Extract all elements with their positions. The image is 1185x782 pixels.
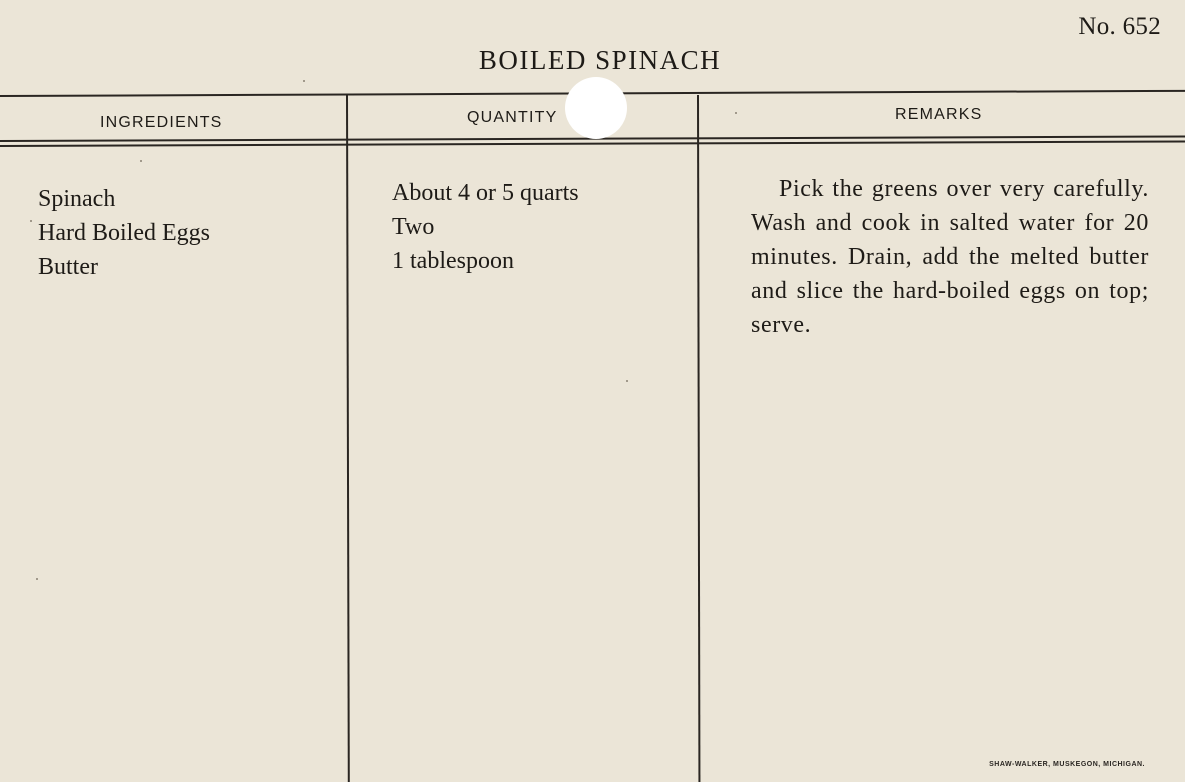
printer-imprint: SHAW-WALKER, MUSKEGON, MICHIGAN. [989,761,1145,768]
ingredient-item: Spinach [38,186,116,212]
ingredients-list [38,182,210,284]
column-divider-2 [697,95,700,782]
paper-speck [626,380,628,382]
punch-hole [565,77,627,139]
ingredients-header: INGREDIENTS [100,114,223,131]
ingredient-item: Hard Boiled Eggs [38,220,210,246]
ingredient-item: Butter [38,254,98,280]
remarks-header: REMARKS [895,106,983,123]
quantity-item: 1 tablespoon [392,248,514,274]
paper-speck [30,220,32,222]
quantity-header: QUANTITY [467,109,558,126]
quantity-item: Two [392,214,435,240]
paper-speck [36,578,38,580]
quantity-item: About 4 or 5 quarts [392,180,579,206]
recipe-title: BOILED SPINACH [478,45,722,75]
paper-speck [140,160,142,162]
paper-speck [735,112,737,114]
column-divider-1 [346,95,350,782]
quantity-list [392,176,579,278]
paper-speck [303,80,305,82]
remarks-text: Pick the greens over very carefully. Wash and cook in salted water for 20 minutes. Drain, add the melted butter and slice the hard-boiled eggs on top; serve. [751,176,1149,338]
card-number: No. 652 [1078,13,1161,40]
header-bottom-rule-double [0,140,1185,147]
